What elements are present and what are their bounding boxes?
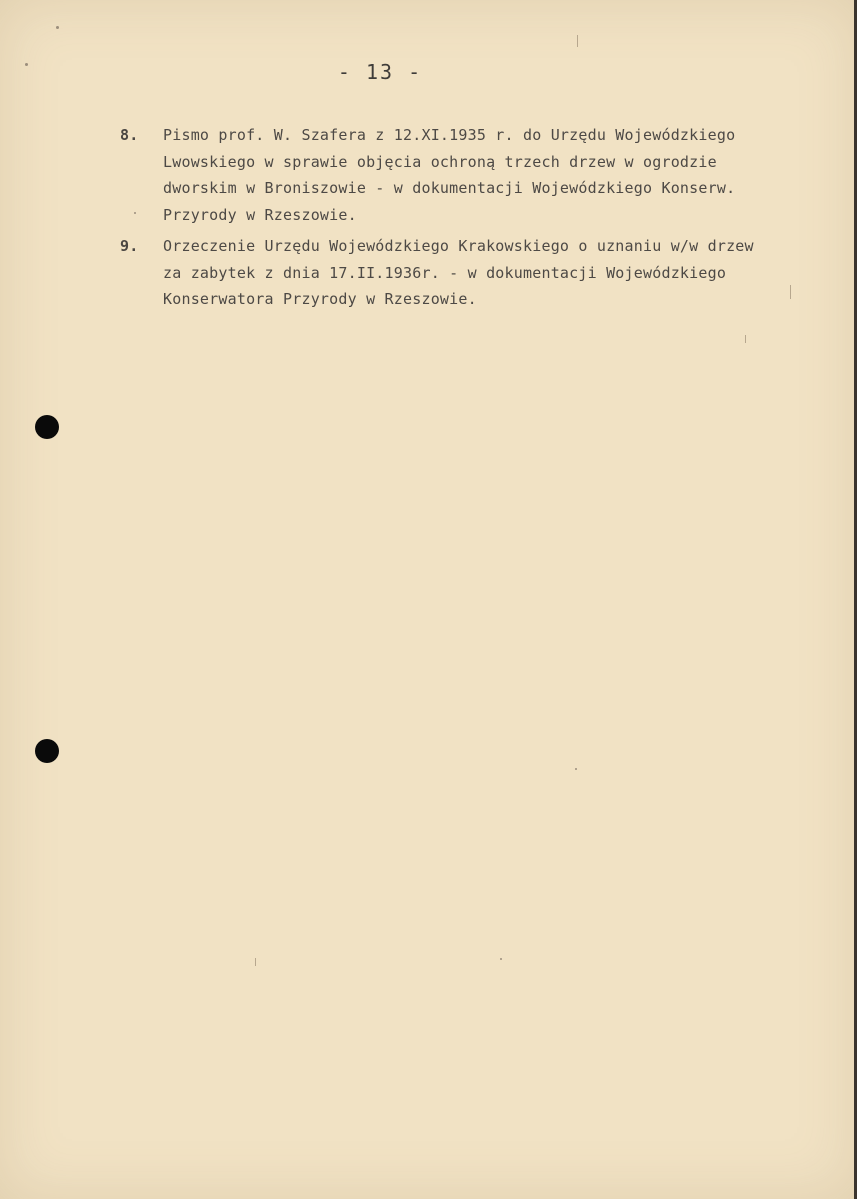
- entry-text: [163, 122, 823, 228]
- punch-hole: [35, 415, 59, 439]
- speck: [500, 958, 502, 960]
- entry-line: Pismo prof. W. Szafera z 12.XI.1935 r. do Urzędu Wojewódzkiego: [163, 126, 736, 144]
- scratch: [790, 285, 791, 299]
- entry-line: Lwowskiego w sprawie objęcia ochroną trzech drzew w ogrodzie: [163, 152, 717, 171]
- entry-text: [163, 233, 823, 313]
- speck: [56, 26, 59, 29]
- entry-line: za zabytek z dnia 17.II.1936r. - w dokumentacji Wojewódzkiego: [163, 263, 727, 282]
- punch-hole: [35, 739, 59, 763]
- entry-number: 9.: [120, 237, 139, 255]
- speck: [25, 63, 28, 66]
- page-number: - 13 -: [337, 60, 423, 84]
- entry-line: Przyrody w Rzeszowie.: [163, 205, 357, 224]
- entry-line: Orzeczenie Urzędu Wojewódzkiego Krakowskiego o uznaniu w/w drzew: [163, 237, 754, 255]
- scratch: [255, 958, 256, 966]
- entry-line: Konserwatora Przyrody w Rzeszowie.: [163, 290, 477, 308]
- scratch: [577, 35, 578, 47]
- entry-line: dworskim w Broniszowie - w dokumentacji Wojewódzkiego Konserw.: [163, 179, 736, 197]
- entry-number: 8.: [120, 126, 139, 144]
- speck: [575, 768, 577, 770]
- speck: [134, 212, 136, 214]
- scratch: [745, 335, 746, 343]
